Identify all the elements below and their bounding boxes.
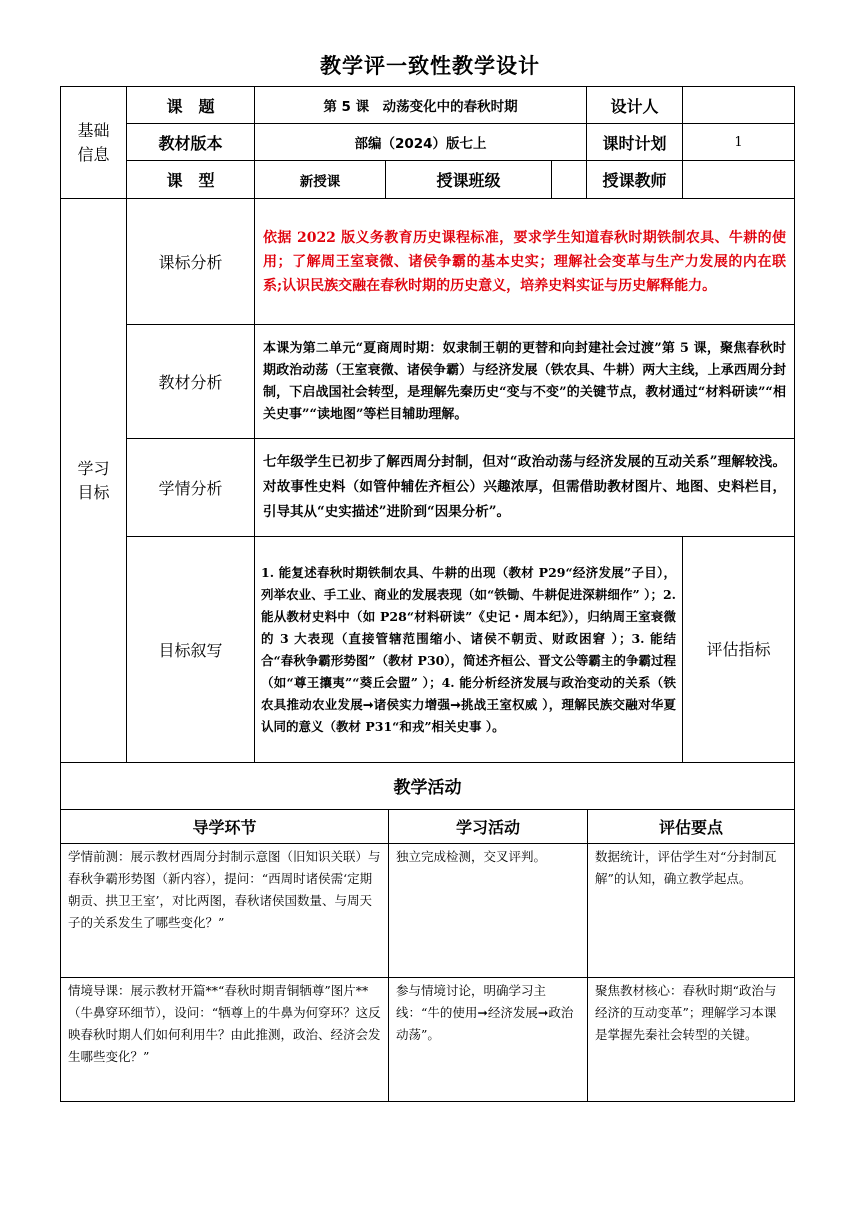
topic-label: 课 题 [127,87,255,124]
curriculum-label: 课标分析 [127,199,255,325]
activities-table [60,763,795,1102]
row-2-eval: 聚焦教材核心：春秋时期“政治与经济的互动变革”；理解学习本课是掌握先秦社会转型的关键。 [588,977,795,1101]
teacher-value [683,161,795,199]
type-label: 课 型 [127,161,255,199]
assessment-label: 评估指标 [683,537,795,763]
col-eval-header: 评估要点 [588,809,795,843]
basic-and-goals-table [60,86,795,763]
designer-value [683,87,795,124]
type-value: 新授课 [255,161,386,199]
hours-label: 课时计划 [587,124,683,161]
col-guide-header: 导学环节 [61,809,389,843]
class-value [552,161,587,199]
col-activity-header: 学习活动 [389,809,588,843]
teacher-label: 授课教师 [587,161,683,199]
page-title: 教学评一致性教学设计 [320,54,540,78]
activities-section-title: 教学活动 [61,763,795,809]
edition-value: 部编（2024）版七上 [255,124,587,161]
textbook-label: 教材分析 [127,325,255,439]
row-1-eval: 数据统计，评估学生对“分封制瓦解”的认知，确立教学起点。 [588,843,795,977]
row-2-guide: 情境导课：展示教材开篇**“春秋时期青铜牺尊”图片**（牛鼻穿环细节），设问：“牺尊上的牛鼻为何穿环？这反映春秋时期人们如何利用牛？由此推测，政治、经济会发生哪些变化？” [61,977,389,1101]
row-2-activity: 参与情境讨论，明确学习主线：“牛的使用➞经济发展➞政治动荡”。 [389,977,588,1101]
lesson-plan-sheet [60,86,794,1102]
basic-info-label: 基础 信息 [61,87,127,199]
objective-label: 目标叙写 [127,537,255,763]
objective-text: 1. 能复述春秋时期铁制农具、牛耕的出现（教材 P29“经济发展”子目），列举农业、手工业、商业的发展表现（如“铁锄、牛耕促进深耕细作” ）；2. 能从教材史料中（如 P28“材料研读”《史记・周本纪》），归纳周王室衰微的 3 大表现（直接管辖范围缩小、诸侯不朝贡、财政困窘 ）；3. 能结合“春秋争霸形势图”（教材 P30），简述齐桓公、晋文公等霸主的争霸过程（如“尊王攘夷”“葵丘会盟” ）；4. 能分析经济发展与政治变动的关系（铁农具推动农业发展➞诸侯实力增强➞挑战王室权威 ），理解民族交融对华夏认同的意义（教材 P31“和戎”相关史事 ）。 [255,537,683,763]
hours-value: 1 [683,124,795,161]
student-text: 七年级学生已初步了解西周分封制，但对“政治动荡与经济发展的互动关系”理解较浅。对故事性史料（如管仲辅佐齐桓公）兴趣浓厚，但需借助教材图片、地图、史料栏目，引导其从“史实描述”进阶到“因果分析”。 [255,439,795,537]
designer-label: 设计人 [587,87,683,124]
edition-label: 教材版本 [127,124,255,161]
curriculum-text: 依据 2022 版义务教育历史课程标准，要求学生知道春秋时期铁制农具、牛耕的使用；了解周王室衰微、诸侯争霸的基本史实；理解社会变革与生产力发展的内在联系;认识民族交融在春秋时期的历史意义，培养史料实证与历史解释能力。 [255,199,795,325]
row-1-activity: 独立完成检测，交叉评判。 [389,843,588,977]
row-1-guide: 学情前测：展示教材西周分封制示意图（旧知识关联）与春秋争霸形势图（新内容），提问：“西周时诸侯需‘定期朝贡、拱卫王室’，对比两图，春秋诸侯国数量、与周天子的关系发生了哪些变化？” [61,843,389,977]
textbook-text: 本课为第二单元“夏商周时期：奴隶制王朝的更替和向封建社会过渡”第 5 课，聚焦春秋时期政治动荡（王室衰微、诸侯争霸）与经济发展（铁农具、牛耕）两大主线，上承西周分封制，下启战国社会转型，是理解先秦历史“变与不变”的关键节点，教材通过“材料研读”“相关史事”“读地图”等栏目辅助理解。 [255,325,795,439]
topic-value: 第 5 课 动荡变化中的春秋时期 [255,87,587,124]
class-label: 授课班级 [386,161,552,199]
student-label: 学情分析 [127,439,255,537]
learning-goals-label: 学习 目标 [61,199,127,763]
